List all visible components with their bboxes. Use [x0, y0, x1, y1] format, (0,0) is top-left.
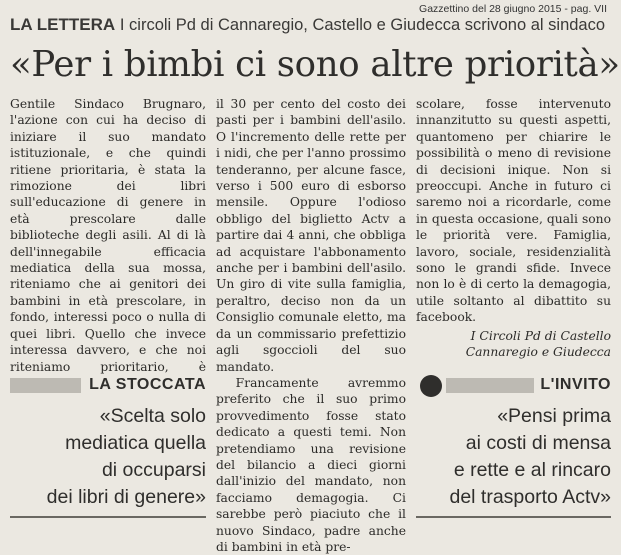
stoccata-line: dei libri di genere»: [46, 486, 206, 508]
kicker: [10, 15, 611, 35]
signature-line-2: Cannaregio e Giudecca: [465, 345, 611, 360]
column-2: [216, 96, 406, 555]
stoccata-rule: [10, 516, 206, 518]
stoccata-quote: [10, 403, 206, 511]
invito-line: «Pensi prima: [497, 405, 611, 427]
invito-line: e rette e al rincaro: [453, 459, 611, 481]
stoccata-line: mediatica quella: [65, 432, 206, 454]
signature-line-1: I Circoli Pd di Castello: [470, 328, 611, 343]
stoccata-line: «Scelta solo: [99, 405, 206, 427]
column-1: [10, 96, 206, 391]
stoccata-header: [10, 375, 206, 397]
signature: [416, 328, 611, 361]
headline: «Per i bimbi ci sono altre priorità»: [10, 44, 620, 85]
paragraph: Gentile Sindaco Brugnaro, l'azione con cui ha deciso di iniziare il suo mandato istituzionale, e che quindi ritiene prioritaria, è stata la rimozione dei libri sull'educazione di genere in età prescolare dalle biblioteche degli asili. Al di là dell'innegabile efficacia mediatica della sua mossa, riteniamo che ai genitori dei bambini in età prescolare, in fondo, interessi poco o nulla di quei libri. Quello che invece interessa davvero, e che noi riteniamo prioritario, è: [10, 97, 206, 374]
paragraph: scolare, fosse intervenuto innanzitutto su questi aspetti, quantomeno per chiarire le possibilità o meno di revisione di decisioni inique. Non si preoccupi. Anche in futuro ci saremo noi a ricordarle, come in questa occasione, quali sono le priorità vere. Famiglia, lavoro, sociale, residenzialità sono le grandi sfide. Invece non lo è di certo la demagogia, utile soltanto al dibattito su facebook.: [416, 97, 611, 325]
invito-line: ai costi di mensa: [465, 432, 611, 454]
source-caption: Gazzettino del 28 giugno 2015 - pag. VII: [419, 3, 607, 15]
invito-line: del trasporto Actv»: [449, 486, 611, 508]
invito-rule: [416, 516, 611, 518]
stoccata-line: di occuparsi: [101, 459, 206, 481]
column-3: [416, 96, 611, 361]
paragraph: il 30 per cento del costo dei pasti per i bambini dell'asilo. O l'incremento delle rette per i nidi, che per l'anno prossimo tenderanno, per alcune fasce, verso i 500 euro di esborso mensile. Oppure l'odioso obbligo del biglietto Actv a partire dai 4 anni, che obbliga ad acquistare l'abbonamento anche per i bambini dell'asilo. Un giro di vite sulla famiglia, peraltro, deciso non da un Consiglio comunale eletto, ma da un commissario prefettizio agli sgoccioli del suo mandato.: [216, 97, 406, 374]
stoccata-label: LA STOCCATA: [81, 376, 206, 394]
kicker-text: I circoli Pd di Cannaregio, Castello e Giudecca scrivono al sindaco: [119, 16, 606, 34]
invito-quote: [416, 403, 611, 511]
invito-dot: [420, 375, 442, 397]
invito-label: L'INVITO: [534, 376, 611, 394]
paragraph: Francamente avremmo preferito che il suo primo provvedimento fosse stato dedicato a questi temi. Non pretendiamo una revisione del bilancio a dieci giorni dall'inizio del mandato, non facciamo demagogia. Ci sarebbe però piaciuto che il nuovo Sindaco, padre anche di bambini in età pre-: [216, 375, 406, 554]
kicker-label: LA LETTERA: [10, 15, 116, 34]
invito-header: [420, 375, 611, 397]
